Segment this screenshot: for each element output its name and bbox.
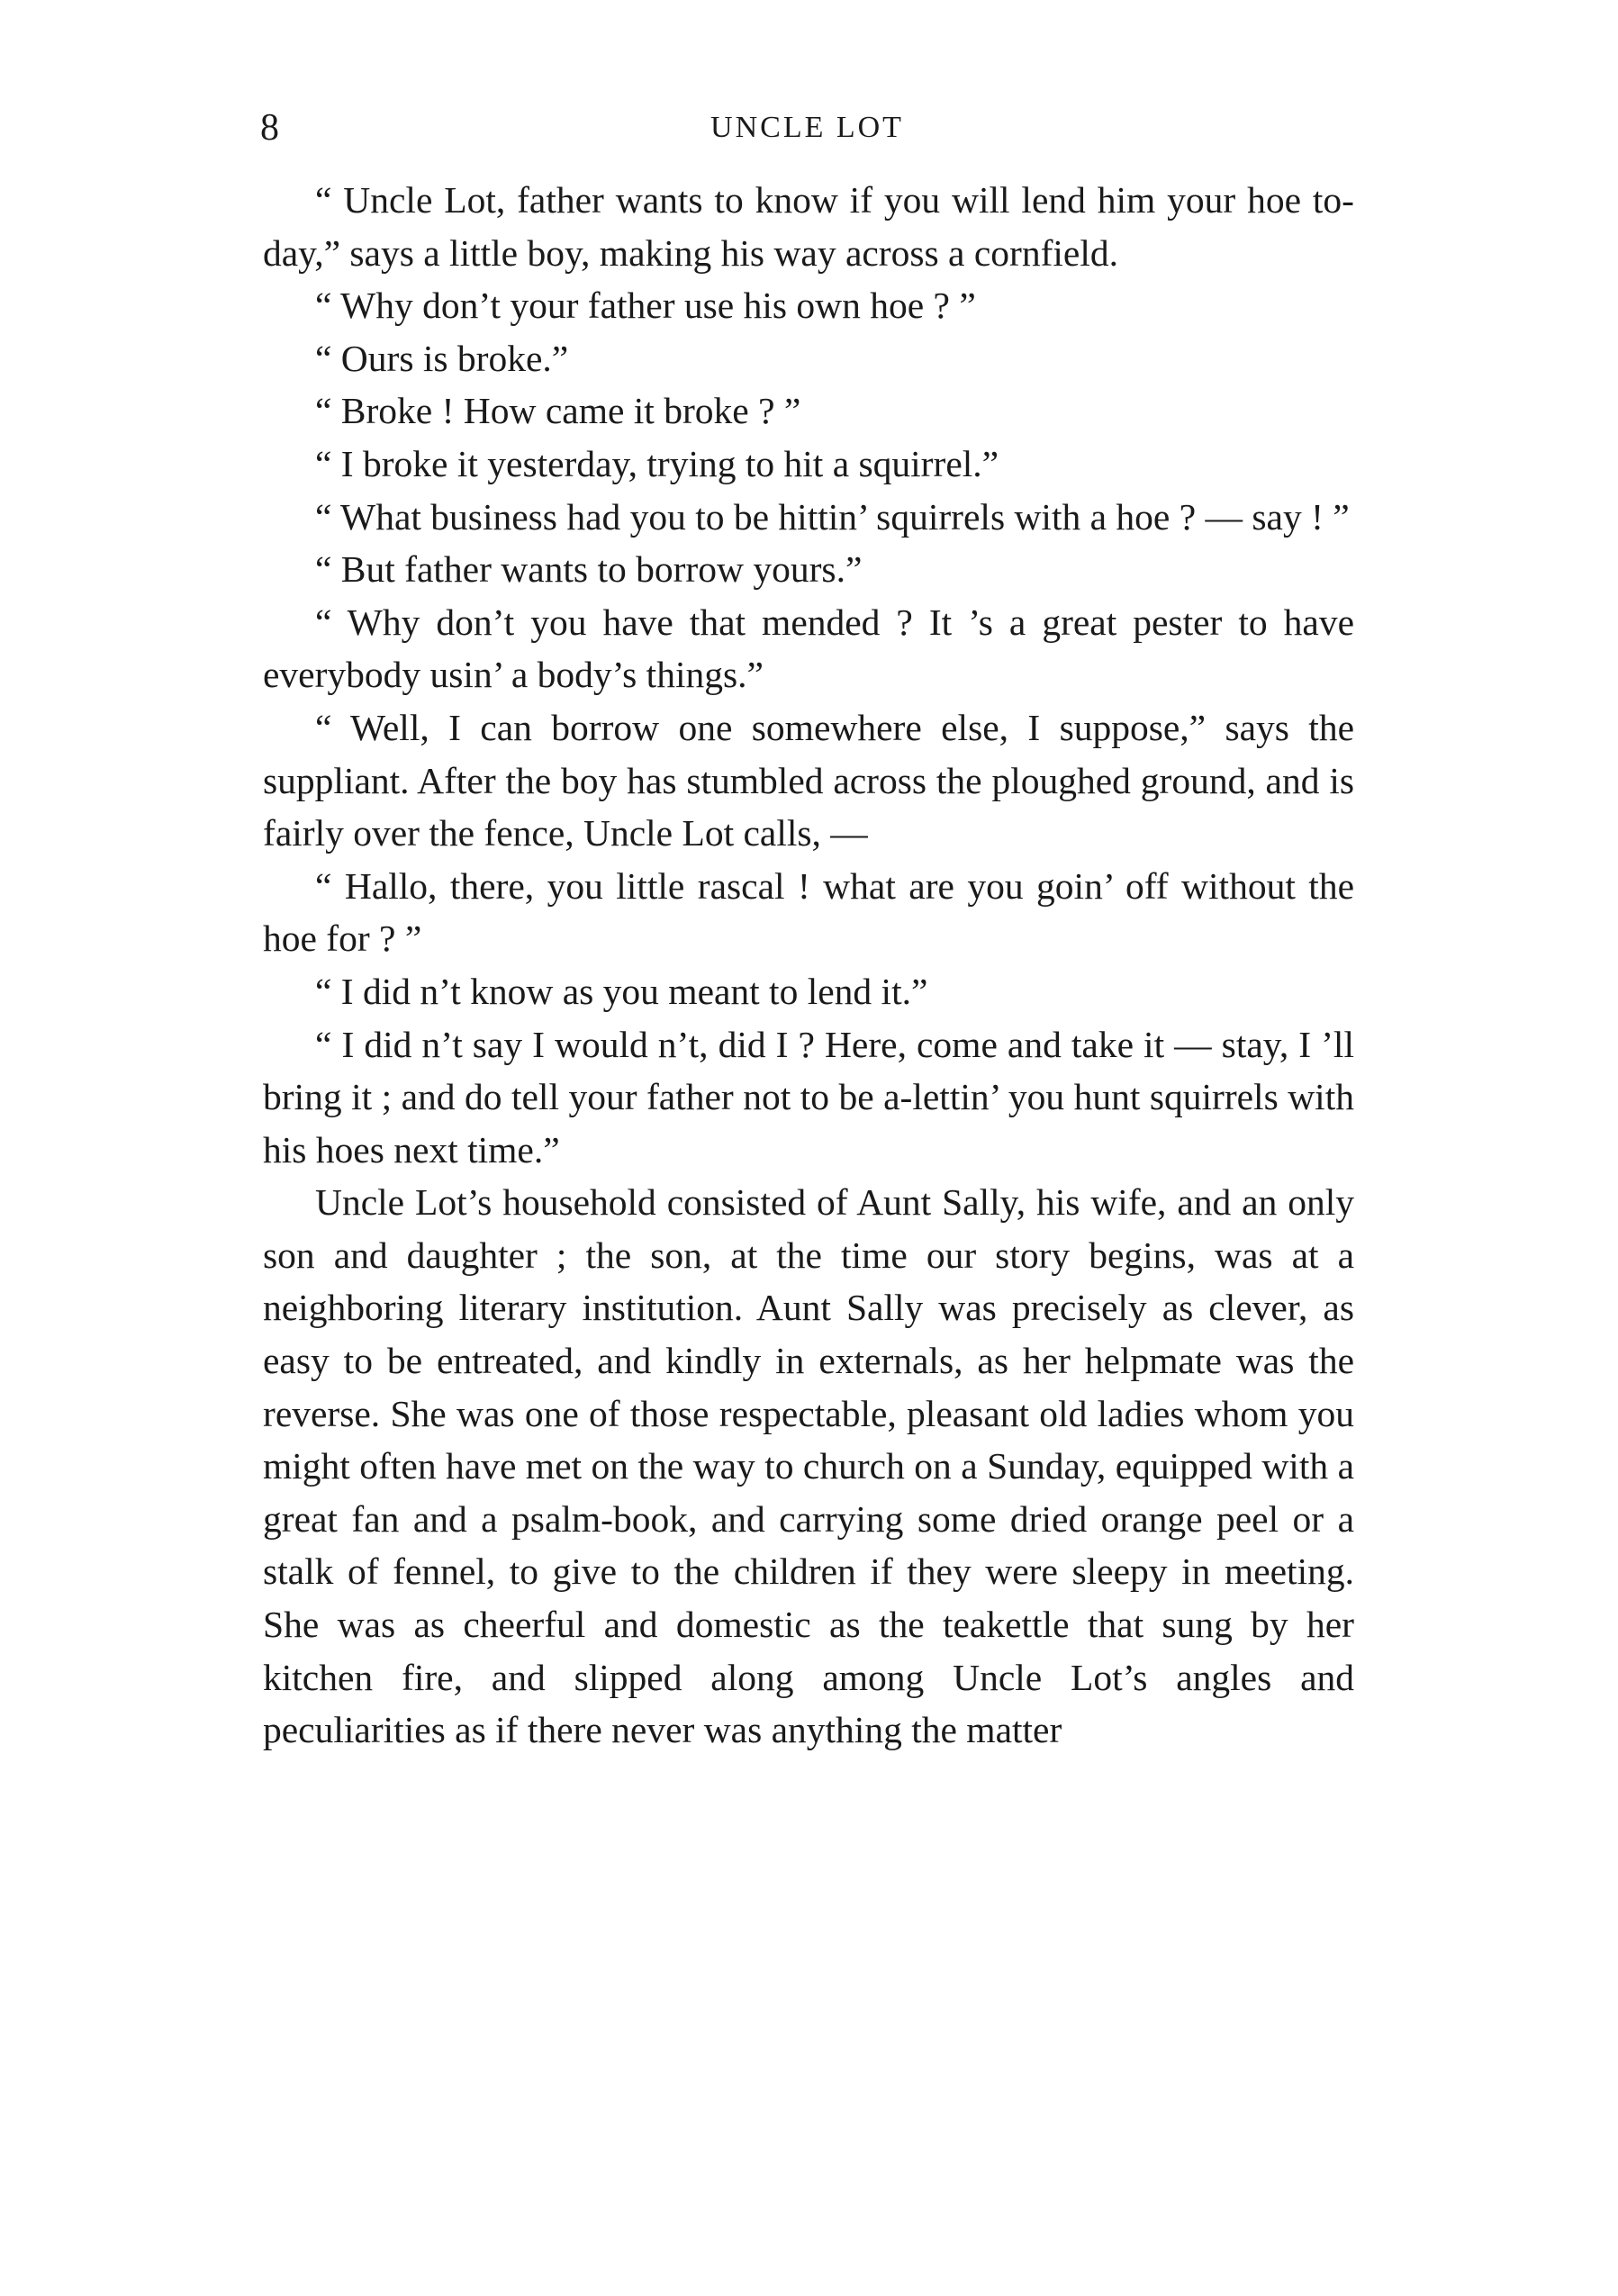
paragraph: “ But father wants to borrow yours.” (315, 548, 863, 591)
paragraph: “ I did n’t know as you meant to lend it.” (315, 970, 928, 1012)
paragraph: “ Ours is broke.” (315, 337, 569, 379)
body-text (263, 174, 1354, 1757)
paragraph: “ Broke ! How came it broke ? ” (315, 390, 801, 432)
paragraph: “ Well, I can borrow one somewhere else, I suppose,” says the suppliant. After the boy has stumbled across the ploughed ground, and is fairly over the fence, Uncle Lot calls, — (263, 706, 1354, 854)
page-number: 8 (260, 107, 279, 149)
paragraph: “ Hallo, there, you little rascal ! what are you goin’ off without the hoe for ? ” (263, 864, 1354, 960)
paragraph: “ What business had you to be hittin’ squirrels with a hoe ? — say ! ” (315, 495, 1350, 538)
paragraph: “ Why don’t you have that mended ? It ’s a great pester to have everybody usin’ a body’s things.” (263, 601, 1354, 696)
paragraph: “ Why don’t your father use his own hoe ? ” (315, 285, 976, 327)
running-title: UNCLE LOT (710, 111, 904, 144)
paragraph: “ I broke it yesterday, trying to hit a squirrel.” (315, 442, 999, 484)
paragraph: Uncle Lot’s household consisted of Aunt Sally, his wife, and an only son and daughter ; the son, at the time our story begins, was at a neighboring literary institution. Aunt Sally was precisely as clever, as easy to be entreated, and kindly in externals, as her helpmate was the reverse. She was one of those respectable, pleasant old ladies whom you might often have met on the way to church on a Sunday, equipped with a great fan and a psalm-book, and carrying some dried orange peel or a stalk of fennel, to give to the children if they were sleepy in meeting. She was as cheerful and domestic as the teakettle that sung by her kitchen fire, and slipped along among Uncle Lot’s angles and peculiarities as if there never was anything the matter (263, 1181, 1354, 1751)
paragraph: “ Uncle Lot, father wants to know if you will lend him your hoe to-day,” says a little boy, making his way across a cornfield. (263, 179, 1354, 274)
paragraph: “ I did n’t say I would n’t, did I ? Here, come and take it — stay, I ’ll bring it ; and do tell your father not to be a-lettin’ you hunt squirrels with his hoes next time.” (263, 1023, 1354, 1171)
running-head (260, 101, 1354, 155)
